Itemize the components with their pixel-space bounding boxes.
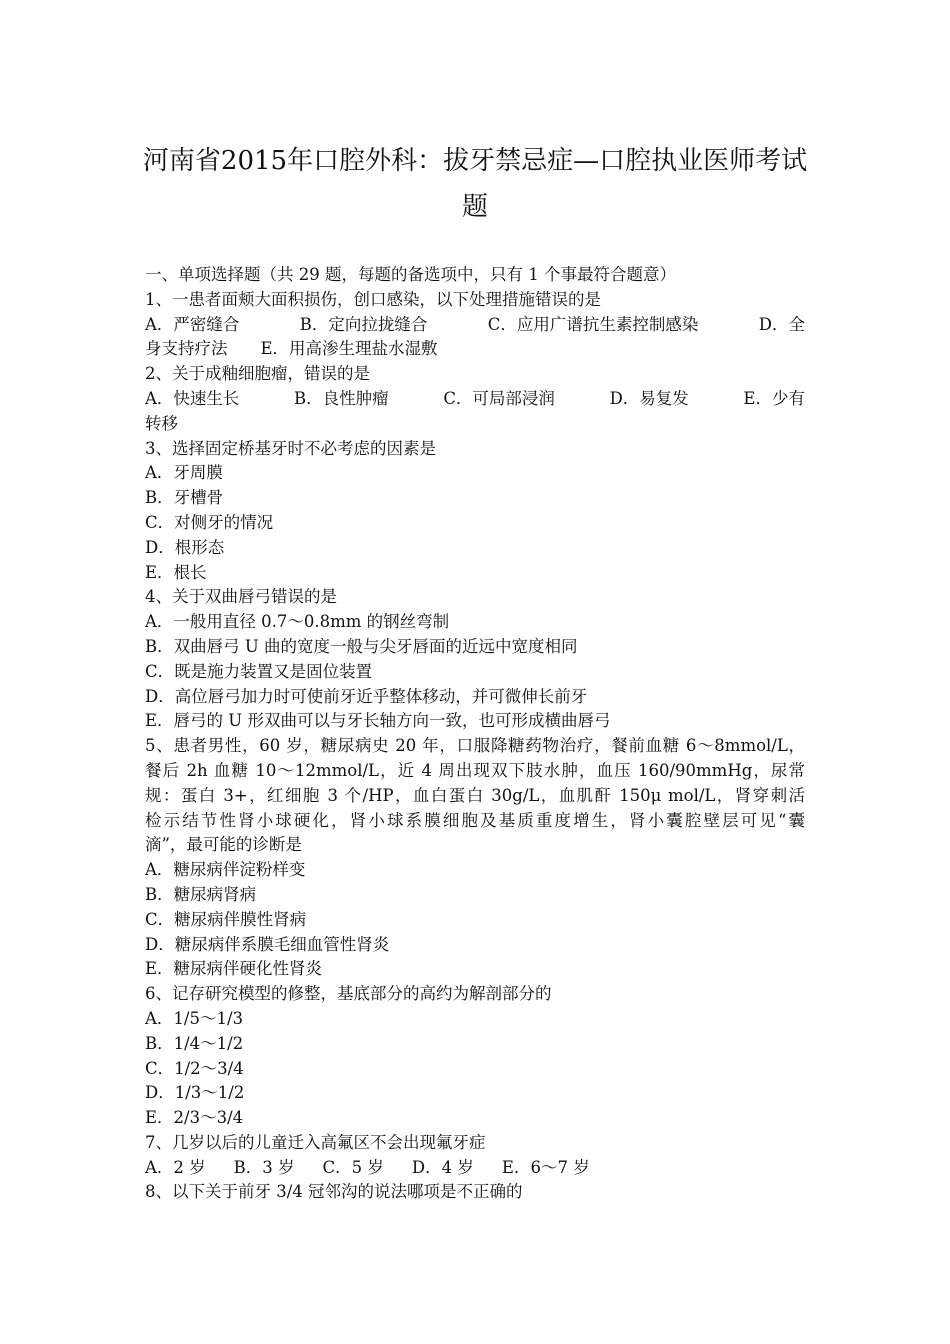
question-1-option-d-start: D．全 (758, 314, 805, 334)
question-5-stem-line-2: 餐后 2h 血糖 10～12mmol/L，近 4 周出现双下肢水肿，血压 160/90mmHg，尿常 (145, 760, 805, 780)
question-2-option-c: C．可局部浸润 (443, 388, 555, 408)
question-5-stem-line-1: 5、患者男性，60 岁，糖尿病史 20 年，口服降糖药物治疗，餐前血糖 6～8mmol/L， (145, 736, 805, 756)
section-header: 一、单项选择题（共 29 题，每题的备选项中，只有 1 个事最符合题意） (145, 265, 676, 284)
question-2-option-b: B．良性肿瘤 (294, 388, 389, 408)
question-4-option-d: D．高位唇弓加力时可使前牙近乎整体移动，并可微伸长前牙 (145, 686, 588, 706)
question-1-options-continued: 身支持疗法 E．用高渗生理盐水湿敷 (145, 339, 438, 359)
question-2-stem: 2、关于成釉细胞瘤，错误的是 (145, 364, 370, 384)
question-6-option-e: E．2/3～3/4 (145, 1108, 244, 1128)
question-1-option-c: C．应用广谱抗生素控制感染 (487, 314, 699, 334)
question-5-stem-line-5: 滴”，最可能的诊断是 (145, 835, 302, 855)
question-3-option-a: A．牙周膜 (145, 463, 223, 483)
question-2-option-d: D．易复发 (609, 388, 689, 408)
question-1-option-a: A．严密缝合 (145, 314, 240, 334)
question-5-option-b: B．糖尿病肾病 (145, 884, 257, 904)
question-2-options-continued: 转移 (145, 413, 178, 433)
question-3-option-c: C．对侧牙的情况 (145, 512, 274, 532)
question-4-option-b: B．双曲唇弓 U 曲的宽度一般与尖牙唇面的近远中宽度相同 (145, 636, 578, 656)
question-3-option-d: D．根形态 (145, 537, 225, 557)
question-7-option-d: D．4 岁 (411, 1157, 474, 1177)
question-4-option-c: C．既是施力装置又是固位装置 (145, 661, 373, 681)
question-7-option-e: E．6～7 岁 (501, 1157, 590, 1177)
question-6-stem: 6、记存研究模型的修整，基底部分的高约为解剖部分的 (145, 984, 552, 1004)
question-5-stem-line-3: 规：蛋白 3+，红细胞 3 个/HP，血白蛋白 30g/L，血肌酐 150μ mol/L，肾穿刺活 (145, 785, 805, 805)
question-5-option-a: A．糖尿病伴淀粉样变 (145, 860, 306, 880)
question-5-stem-line-4: 检示结节性肾小球硬化，肾小球系膜细胞及基质重度增生，肾小囊腔壁层可见“囊 (145, 810, 805, 830)
question-1-options-row (145, 313, 805, 338)
question-5-option-e: E．糖尿病伴硬化性肾炎 (145, 959, 323, 979)
question-3-option-b: B．牙槽骨 (145, 488, 224, 508)
question-6-option-c: C．1/2～3/4 (145, 1058, 244, 1078)
document-title: 河南省2015年口腔外科：拔牙禁忌症—口腔执业医师考试题 (142, 146, 808, 222)
question-3-option-e: E．根长 (145, 562, 207, 582)
document-body (145, 263, 805, 1205)
question-4-option-e: E．唇弓的 U 形双曲可以与牙长轴方向一致，也可形成横曲唇弓 (145, 711, 611, 731)
question-7-options-row (145, 1156, 805, 1181)
question-7-option-b: B．3 岁 (233, 1157, 295, 1177)
question-2-option-e-start: E．少有 (743, 388, 805, 408)
question-5-option-c: C．糖尿病伴膜性肾病 (145, 909, 307, 929)
question-6-option-a: A．1/5～1/3 (145, 1008, 244, 1028)
question-4-option-a: A．一般用直径 0.7～0.8mm 的钢丝弯制 (145, 612, 450, 632)
question-1-stem: 1、一患者面颊大面积损伤，创口感染，以下处理措施错误的是 (145, 289, 601, 309)
question-6-option-b: B．1/4～1/2 (145, 1033, 244, 1053)
question-4-stem: 4、关于双曲唇弓错误的是 (145, 587, 337, 607)
question-7-stem: 7、几岁以后的儿童迁入高氟区不会出现氟牙症 (145, 1132, 486, 1152)
question-2-option-a: A．快速生长 (145, 388, 240, 408)
question-6-option-d: D．1/3～1/2 (145, 1083, 245, 1103)
question-1-option-b: B．定向拉拢缝合 (299, 314, 428, 334)
question-2-options-row (145, 387, 805, 412)
question-8-stem: 8、以下关于前牙 3/4 冠邻沟的说法哪项是不正确的 (145, 1182, 523, 1202)
question-7-option-a: A．2 岁 (145, 1157, 206, 1177)
question-5-option-d: D．糖尿病伴系膜毛细血管性肾炎 (145, 934, 390, 954)
question-7-option-c: C．5 岁 (322, 1157, 384, 1177)
question-3-stem: 3、选择固定桥基牙时不必考虑的因素是 (145, 438, 436, 458)
